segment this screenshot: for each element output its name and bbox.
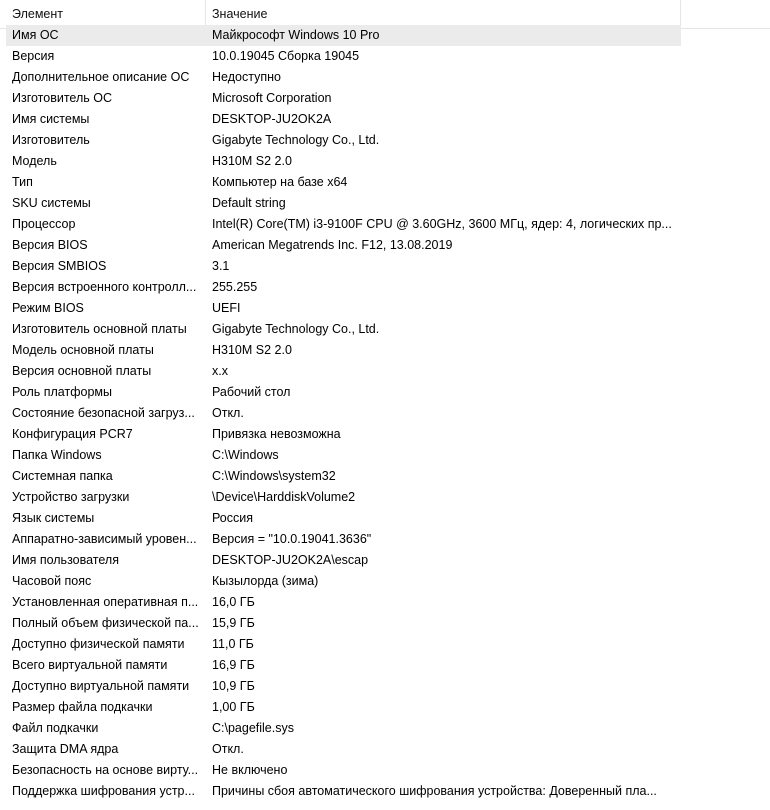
table-row[interactable] [0,655,770,676]
element-value-cell: DESKTOP-JU2OK2A\escap [212,553,369,567]
element-value-cell: 1,00 ГБ [212,700,255,714]
element-value-cell: \Device\HarddiskVolume2 [212,490,356,504]
element-value-cell: Intel(R) Core(TM) i3-9100F CPU @ 3.60GHz, 3600 МГц, ядер: 4, логических пр... [212,217,672,231]
element-value-cell: Microsoft Corporation [212,91,332,105]
table-row[interactable] [0,25,770,46]
element-value-cell: Привязка невозможна [212,427,341,441]
element-value-cell: C:\pagefile.sys [212,721,294,735]
element-name-cell: Имя ОС [12,28,59,42]
table-row[interactable] [0,46,770,67]
table-body [0,25,770,802]
element-value-cell: 11,0 ГБ [212,637,254,651]
table-row[interactable] [0,256,770,277]
element-name-cell: Роль платформы [12,385,112,399]
element-name-cell: Папка Windows [12,448,102,462]
element-value-cell: C:\Windows\system32 [212,469,336,483]
element-name-cell: Файл подкачки [12,721,99,735]
table-row[interactable] [0,445,770,466]
table-row[interactable] [0,67,770,88]
element-name-cell: Часовой пояс [12,574,92,588]
element-value-cell: Россия [212,511,253,525]
table-row[interactable] [0,214,770,235]
table-row[interactable] [0,550,770,571]
element-name-cell: Изготовитель [12,133,90,147]
table-row[interactable] [0,739,770,760]
table-row[interactable] [0,508,770,529]
element-name-cell: Системная папка [12,469,113,483]
table-row[interactable] [0,676,770,697]
table-row[interactable] [0,403,770,424]
element-name-cell: Модель основной платы [12,343,154,357]
table-row[interactable] [0,151,770,172]
table-row[interactable] [0,193,770,214]
element-name-cell: Тип [12,175,33,189]
element-value-cell: Недоступно [212,70,281,84]
table-row[interactable] [0,235,770,256]
table-row[interactable] [0,109,770,130]
element-name-cell: Версия основной платы [12,364,152,378]
element-name-cell: Состояние безопасной загруз... [12,406,195,420]
table-row[interactable] [0,319,770,340]
column-divider[interactable] [680,0,681,28]
table-row[interactable] [0,130,770,151]
element-value-cell: 16,0 ГБ [212,595,255,609]
table-row[interactable] [0,592,770,613]
element-value-cell: American Megatrends Inc. F12, 13.08.2019 [212,238,453,252]
element-name-cell: Версия BIOS [12,238,88,252]
element-value-cell: Кызылорда (зима) [212,574,319,588]
element-name-cell: Язык системы [12,511,95,525]
table-row[interactable] [0,613,770,634]
table-row[interactable] [0,466,770,487]
table-row[interactable] [0,697,770,718]
element-value-cell: Default string [212,196,286,210]
element-name-cell: Версия SMBIOS [12,259,107,273]
element-name-cell: Безопасность на основе вирту... [12,763,199,777]
table-row[interactable] [0,571,770,592]
element-name-cell: Процессор [12,217,76,231]
table-row[interactable] [0,634,770,655]
table-row[interactable] [0,382,770,403]
table-row[interactable] [0,487,770,508]
table-row[interactable] [0,88,770,109]
element-name-cell: Доступно физической памяти [12,637,185,651]
element-name-cell: Режим BIOS [12,301,84,315]
table-row[interactable] [0,781,770,802]
element-name-cell: Изготовитель ОС [12,91,112,105]
element-value-cell: UEFI [212,301,241,315]
element-name-cell: SKU системы [12,196,91,210]
element-name-cell: Конфигурация PCR7 [12,427,133,441]
element-name-cell: Доступно виртуальной памяти [12,679,190,693]
element-name-cell: Полный объем физической па... [12,616,199,630]
element-value-cell: 255.255 [212,280,258,294]
element-value-cell: DESKTOP-JU2OK2A [212,112,332,126]
table-row[interactable] [0,529,770,550]
element-value-cell: Не включено [212,763,288,777]
element-name-cell: Имя пользователя [12,553,119,567]
element-value-cell: Откл. [212,406,244,420]
element-name-cell: Размер файла подкачки [12,700,153,714]
element-value-cell: 16,9 ГБ [212,658,255,672]
table-row[interactable] [0,361,770,382]
element-value-cell: 15,9 ГБ [212,616,255,630]
element-value-cell: C:\Windows [212,448,279,462]
element-name-cell: Поддержка шифрования устр... [12,784,195,798]
element-name-cell: Устройство загрузки [12,490,130,504]
table-row[interactable] [0,718,770,739]
element-value-cell: Gigabyte Technology Co., Ltd. [212,133,380,147]
element-name-cell: Изготовитель основной платы [12,322,187,336]
element-name-cell: Имя системы [12,112,90,126]
element-name-cell: Модель [12,154,57,168]
column-header-element[interactable]: Элемент [12,7,63,21]
table-row[interactable] [0,340,770,361]
table-row[interactable] [0,424,770,445]
element-value-cell: Версия = "10.0.19041.3636" [212,532,372,546]
element-name-cell: Защита DMA ядра [12,742,119,756]
element-name-cell: Дополнительное описание ОС [12,70,190,84]
element-name-cell: Версия [12,49,55,63]
table-row[interactable] [0,298,770,319]
element-value-cell: Майкрософт Windows 10 Pro [212,28,380,42]
element-value-cell: Откл. [212,742,244,756]
table-row[interactable] [0,760,770,781]
element-name-cell: Версия встроенного контролл... [12,280,197,294]
element-name-cell: Аппаратно-зависимый уровен... [12,532,197,546]
column-header-value[interactable]: Значение [212,7,268,21]
element-value-cell: 3.1 [212,259,230,273]
element-value-cell: Компьютер на базе x64 [212,175,348,189]
table-row[interactable] [0,277,770,298]
element-value-cell: 10,9 ГБ [212,679,255,693]
element-value-cell: Причины сбоя автоматического шифрования устройства: Доверенный пла... [212,784,657,798]
element-value-cell: 10.0.19045 Сборка 19045 [212,49,360,63]
element-value-cell: Рабочий стол [212,385,291,399]
element-name-cell: Установленная оперативная п... [12,595,199,609]
table-row[interactable] [0,172,770,193]
element-value-cell: H310M S2 2.0 [212,154,292,168]
element-name-cell: Всего виртуальной памяти [12,658,168,672]
element-value-cell: x.x [212,364,228,378]
element-value-cell: Gigabyte Technology Co., Ltd. [212,322,380,336]
element-value-cell: H310M S2 2.0 [212,343,292,357]
